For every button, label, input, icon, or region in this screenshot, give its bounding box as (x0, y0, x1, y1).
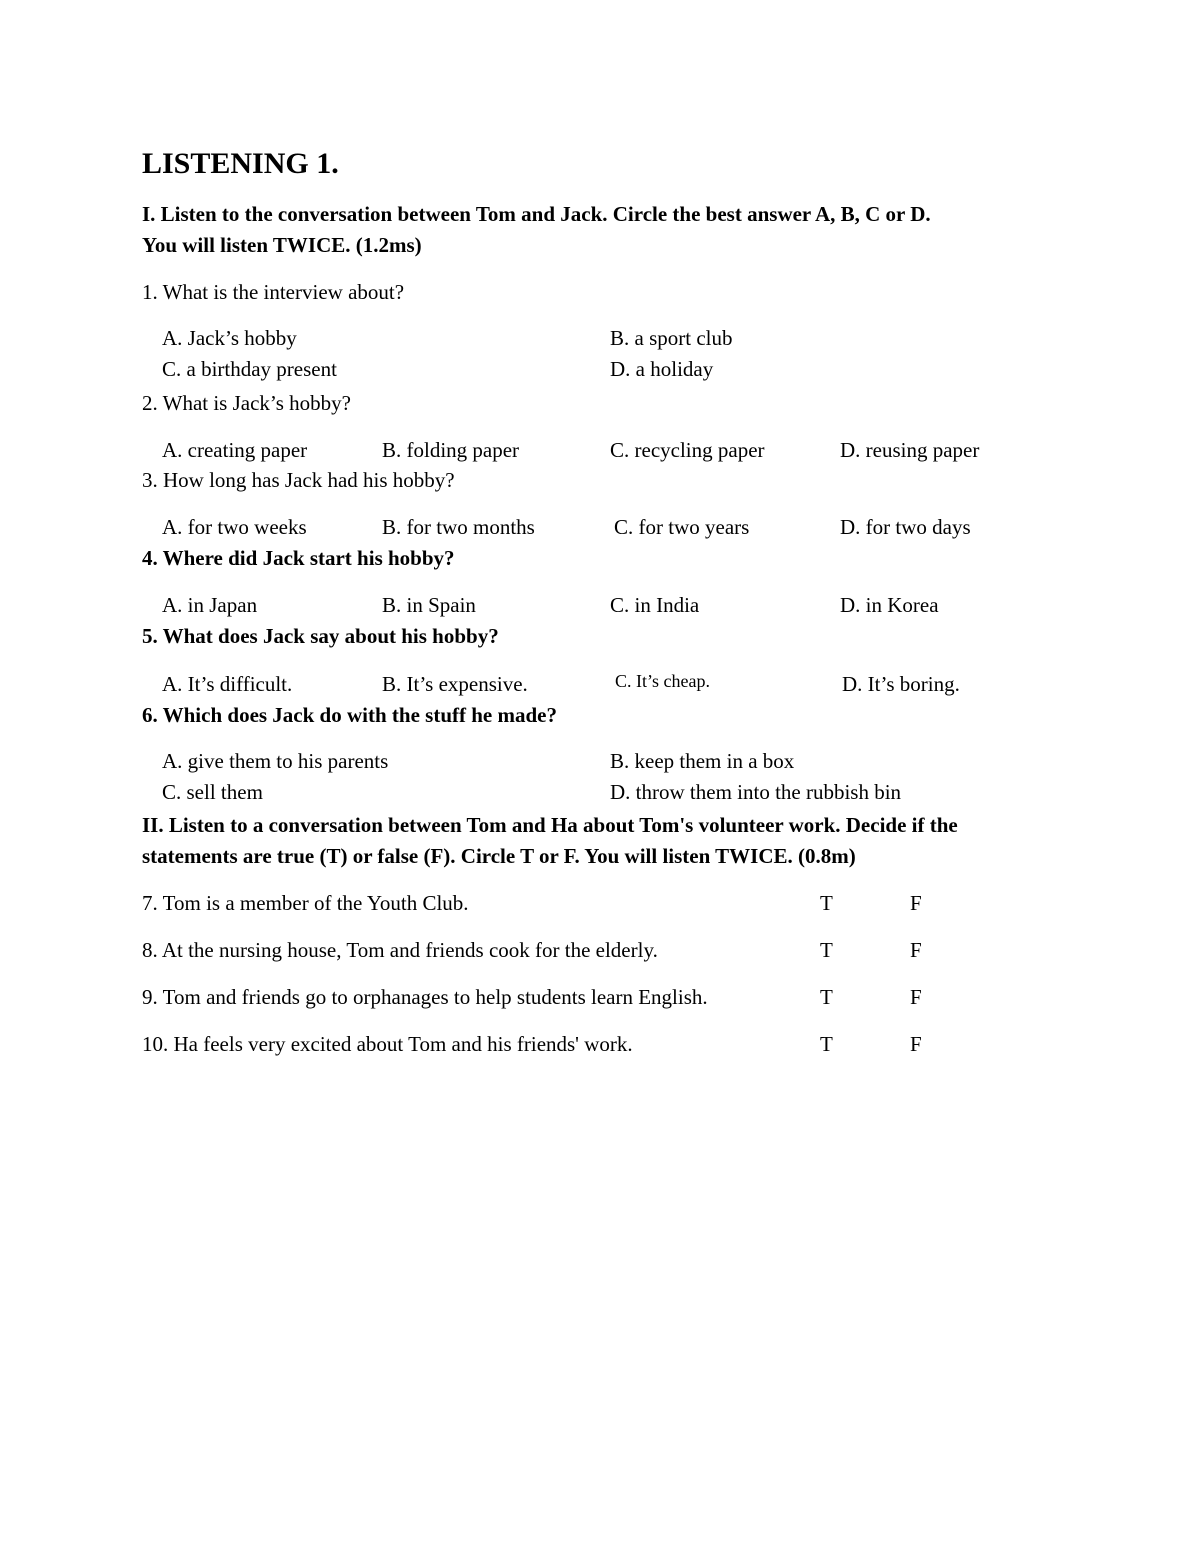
part2-instruction-line2: statements are true (T) or false (F). Circle T or F. You will listen TWICE. (0.8m) (142, 844, 856, 868)
q5-option-a[interactable]: A. It’s difficult. (162, 672, 293, 696)
q3-option-d[interactable]: D. for two days (840, 515, 971, 539)
q4-option-a[interactable]: A. in Japan (162, 593, 258, 617)
statement-10: 10. Ha feels very excited about Tom and his friends' work. (142, 1032, 633, 1056)
q4-option-b[interactable]: B. in Spain (382, 593, 476, 617)
q6-option-a[interactable]: A. give them to his parents (162, 749, 389, 773)
q1-option-c[interactable]: C. a birthday present (162, 357, 337, 381)
statement-10-false[interactable]: F (910, 1032, 922, 1056)
part1-instruction-line2: You will listen TWICE. (1.2ms) (142, 233, 422, 257)
q6-option-d[interactable]: D. throw them into the rubbish bin (610, 780, 902, 804)
statement-9: 9. Tom and friends go to orphanages to help students learn English. (142, 985, 708, 1009)
q6-option-b[interactable]: B. keep them in a box (610, 749, 795, 773)
question-4: 4. Where did Jack start his hobby? (142, 546, 455, 570)
statement-7-true[interactable]: T (820, 891, 833, 915)
q5-option-b[interactable]: B. It’s expensive. (382, 672, 528, 696)
statement-8-true[interactable]: T (820, 938, 833, 962)
part2-instruction-line1: II. Listen to a conversation between Tom and Ha about Tom's volunteer work. Decide if the (142, 813, 958, 837)
q3-option-a[interactable]: A. for two weeks (162, 515, 307, 539)
statement-10-true[interactable]: T (820, 1032, 833, 1056)
q2-option-a[interactable]: A. creating paper (162, 438, 308, 462)
question-1: 1. What is the interview about? (142, 280, 405, 304)
q1-option-d[interactable]: D. a holiday (610, 357, 714, 381)
question-2: 2. What is Jack’s hobby? (142, 391, 351, 415)
q2-option-d[interactable]: D. reusing paper (840, 438, 980, 462)
q1-option-a[interactable]: A. Jack’s hobby (162, 326, 297, 350)
question-3: 3. How long has Jack had his hobby? (142, 468, 455, 492)
statement-9-true[interactable]: T (820, 985, 833, 1009)
question-6: 6. Which does Jack do with the stuff he made? (142, 703, 557, 727)
q2-option-b[interactable]: B. folding paper (382, 438, 520, 462)
page-title: LISTENING 1. (142, 147, 339, 180)
statement-7: 7. Tom is a member of the Youth Club. (142, 891, 469, 915)
q4-option-d[interactable]: D. in Korea (840, 593, 939, 617)
question-5: 5. What does Jack say about his hobby? (142, 624, 499, 648)
q4-option-c[interactable]: C. in India (610, 593, 700, 617)
q3-option-c[interactable]: C. for two years (614, 515, 750, 539)
statement-7-false[interactable]: F (910, 891, 922, 915)
part1-instruction-line1: I. Listen to the conversation between Tom and Jack. Circle the best answer A, B, C or D. (142, 202, 931, 226)
statement-8: 8. At the nursing house, Tom and friends cook for the elderly. (142, 938, 658, 962)
q5-option-c[interactable]: C. It’s cheap. (615, 671, 710, 691)
statement-9-false[interactable]: F (910, 985, 922, 1009)
q1-option-b[interactable]: B. a sport club (610, 326, 733, 350)
statement-8-false[interactable]: F (910, 938, 922, 962)
q6-option-c[interactable]: C. sell them (162, 780, 263, 804)
q5-option-d[interactable]: D. It’s boring. (842, 672, 960, 696)
q3-option-b[interactable]: B. for two months (382, 515, 535, 539)
q2-option-c[interactable]: C. recycling paper (610, 438, 765, 462)
